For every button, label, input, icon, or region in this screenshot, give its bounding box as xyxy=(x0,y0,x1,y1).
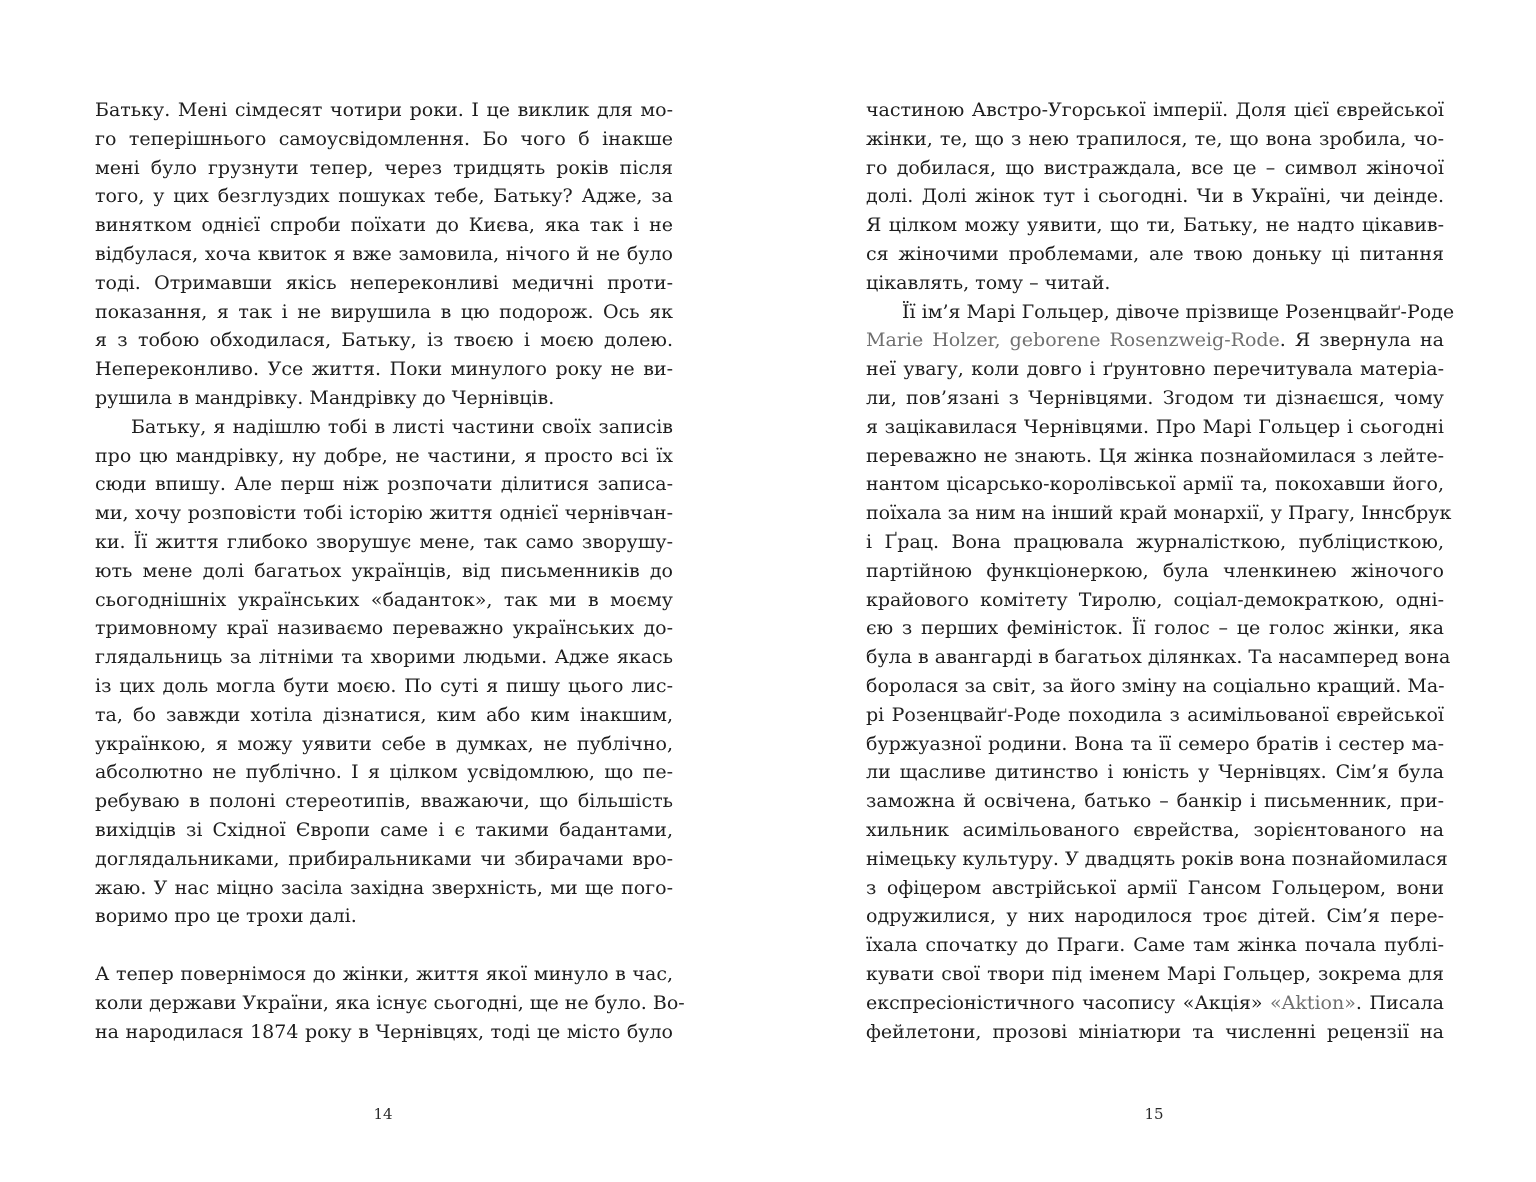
text-line: німецьку культуру. У двадцять років вона познайомилася xyxy=(866,847,1448,870)
text-line: ми, хочу розповісти тобі історію життя однієї чернівчан- xyxy=(95,502,673,525)
text-line: відбулася, хоча квиток я вже замовила, нічого й не було xyxy=(95,242,673,265)
text-line: переважно не знають. Ця жінка познайомилася з лейте- xyxy=(866,444,1444,467)
foreign-text: «Aktion» xyxy=(1269,991,1356,1014)
text-line: рушила в мандрівку. Мандрівку до Чернівців. xyxy=(95,386,555,409)
text-line: тоді. Отримавши якісь непереконливі медичні проти- xyxy=(95,271,673,294)
text-line: воримо про це трохи далі. xyxy=(95,905,357,928)
text-line: українкою, я можу уявити себе в думках, не публічно, xyxy=(95,732,673,755)
text-line: поїхала за ним на інший край монархії, у Прагу, Іннсбрук xyxy=(866,502,1452,525)
text-line: глядальниць за літніми та хворими людьми. Адже якась xyxy=(95,646,673,669)
text-line: партійною функціонеркою, була членкинею жіночого xyxy=(866,559,1444,582)
text-line: жінки, те, що з нею трапилося, те, що вона зробила, чо- xyxy=(866,127,1444,150)
text-line: показання, я так і не вирушила в цю подорож. Ось як xyxy=(95,300,673,323)
text-line: неї увагу, коли довго і ґрунтовно перечитувала матеріа- xyxy=(866,358,1444,381)
text-line: долі. Долі жінок тут і сьогодні. Чи в Україні, чи деінде. xyxy=(866,185,1444,208)
text-line: Її ім’я Марі Гольцер, дівоче прізвище Розенцвайґ-Роде xyxy=(902,300,1455,323)
text-line: доглядальниками, прибиральниками чи збирачами вро- xyxy=(95,847,673,870)
text-line: ли щасливе дитинство і юність у Чернівцях. Сім’я була xyxy=(866,761,1444,784)
text-line: ки. Її життя глибоко зворушує мене, так само зворушу- xyxy=(95,530,673,553)
text-line: і Ґрац. Вона працювала журналісткою, публіцисткою, xyxy=(866,530,1444,553)
text-line: хильник асимільованого єврейства, зорієнтованого на xyxy=(866,818,1444,841)
text-line: вихідців зі Східної Європи саме і є такими бадантами, xyxy=(95,818,673,841)
text-line: мені було грузнути тепер, через тридцять років після xyxy=(95,156,673,179)
text-line: тримовному краї називаємо переважно українських до- xyxy=(95,617,673,640)
text-line: я зацікавилася Чернівцями. Про Марі Гольцер і сьогодні xyxy=(866,415,1444,438)
text-line: сьогоднішніх українських «баданток», так ми в моєму xyxy=(95,588,673,611)
text-line: Я цілком можу уявити, що ти, Батьку, не надто цікавив- xyxy=(866,214,1444,237)
text-line: нантом цісарсько-королівської армії та, покохавши його, xyxy=(866,473,1444,496)
text-line: Батьку. Мені сімдесят чотири роки. І це виклик для мо- xyxy=(95,99,673,121)
text-line: винятком однієї спроби поїхати до Києва, яка так і не xyxy=(95,214,673,237)
text-line: кувати свої твори під іменем Марі Гольцер, зокрема для xyxy=(866,962,1444,985)
text-line: Батьку, я надішлю тобі в листі частини своїх записів xyxy=(131,415,673,438)
text-line: го добилася, що вистраждала, все це – символ жіночої xyxy=(866,156,1444,179)
text-line: жаю. У нас міцно засіла західна зверхність, ми ще пого- xyxy=(95,876,673,899)
text-line: ребуваю в полоні стереотипів, вважаючи, що більшість xyxy=(95,790,673,813)
text-line: боролася за світ, за його зміну на соціально кращий. Ма- xyxy=(866,674,1445,697)
text-line: А тепер повернімося до жінки, життя якої минуло в час, xyxy=(95,962,673,985)
text-line: го теперішнього самоусвідомлення. Бо чого б інакше xyxy=(95,127,673,150)
text-line: про цю мандрівку, ну добре, не частини, я просто всі їх xyxy=(95,444,673,467)
text-line: частиною Австро-Угорської імперії. Доля цієї єврейської xyxy=(866,99,1444,121)
text-line: з офіцером австрійської армії Гансом Гольцером, вони xyxy=(866,876,1444,899)
text-line: експресіоністичного часопису «Акція» «Aktion». Писала xyxy=(866,991,1444,1014)
text-line: коли держави України, яка існує сьогодні, ще не було. Во- xyxy=(95,991,685,1014)
text-line: абсолютно не публічно. І я цілком усвідомлюю, що пе- xyxy=(95,761,673,784)
text-line: на народилася 1874 року в Чернівцях, тоді це місто було xyxy=(95,1020,673,1043)
foreign-text: Marie Holzer, geborene Rosenzweig-Rode xyxy=(866,329,1280,352)
left-page xyxy=(95,96,685,1096)
text-line: ють мене долі багатьох українців, від письменників до xyxy=(95,559,673,582)
text-line: заможна й освічена, батько – банкір і письменник, при- xyxy=(866,790,1444,813)
text-line: ся жіночими проблемами, але твою доньку ці питання xyxy=(866,242,1444,265)
text-line: одружилися, у них народилося троє дітей. Сім’я пере- xyxy=(866,905,1444,928)
text-line: буржуазної родини. Вона та її семеро братів і сестер ма- xyxy=(866,732,1444,755)
text-line: була в авангарді в багатьох ділянках. Та насамперед вона xyxy=(866,646,1451,669)
text-line: сюди впишу. Але перш ніж розпочати ділитися записа- xyxy=(95,473,673,496)
text-line: із цих доль могла бути моєю. По суті я пишу цього лис- xyxy=(95,674,673,697)
text-line: крайового комітету Тиролю, соціал-демократкою, одні- xyxy=(866,588,1444,611)
text-line: Непереконливо. Усе життя. Поки минулого року не ви- xyxy=(95,358,673,381)
page-number-right: 15 xyxy=(1144,1105,1164,1123)
text-line: ли, пов’язані з Чернівцями. Згодом ти дізнаєшся, чому xyxy=(866,386,1444,409)
right-page xyxy=(866,96,1455,1096)
text-line: єю з перших феміністок. Її голос – це голос жінки, яка xyxy=(866,617,1444,640)
text-line: та, бо завжди хотіла дізнатися, ким або ким інакшим, xyxy=(95,703,673,726)
text-line: я з тобою обходилася, Батьку, із твоєю і моєю долею. xyxy=(95,329,673,352)
text-line: Marie Holzer, geborene Rosenzweig-Rode. Я звернула на xyxy=(866,329,1444,352)
text-line: цікавлять, тому – читай. xyxy=(866,271,1111,294)
text-line: рі Розенцвайґ-Роде походила з асимільованої єврейської xyxy=(866,703,1444,726)
text-line xyxy=(95,931,673,960)
page-number-left: 14 xyxy=(373,1105,393,1123)
text-line: того, у цих безглуздих пошуках тебе, Батьку? Адже, за xyxy=(95,185,673,208)
text-line: фейлетони, прозові мініатюри та численні рецензії на xyxy=(866,1020,1444,1043)
text-line: їхала спочатку до Праги. Саме там жінка почала публі- xyxy=(866,934,1444,957)
